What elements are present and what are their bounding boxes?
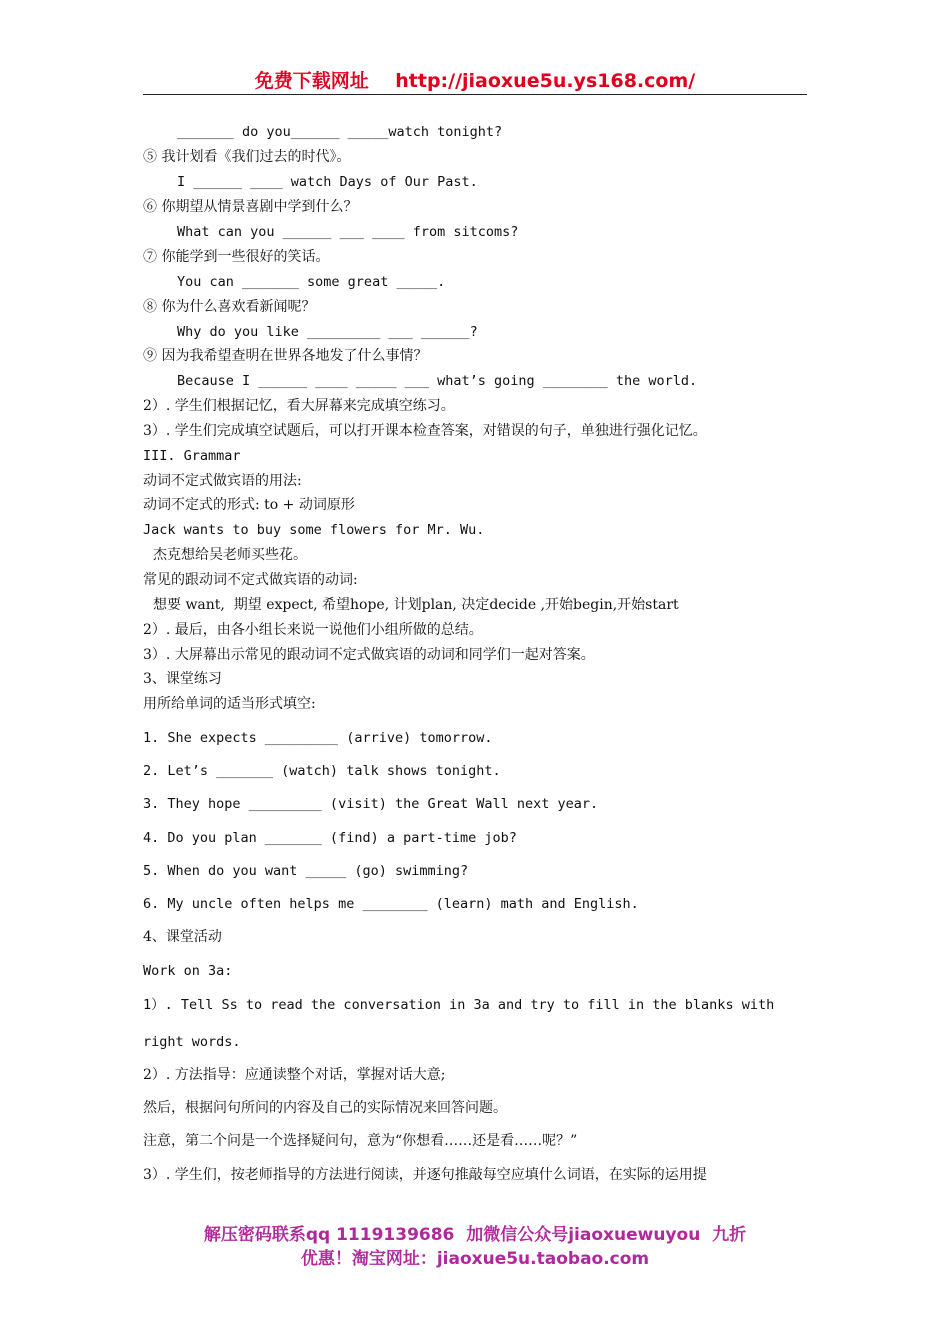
paragraph: 3）. 大屏幕出示常见的跟动词不定式做宾语的动词和同学们一起对答案。 bbox=[143, 647, 595, 663]
exercise-prompt: ⑦ 你能学到一些很好的笑话。 bbox=[143, 249, 330, 265]
practice-item: 5. When do you want _____ (go) swimming? bbox=[143, 863, 469, 879]
practice-item: 4. Do you plan _______ (find) a part-time job? bbox=[143, 830, 517, 846]
example-sentence: Jack wants to buy some flowers for Mr. Wu. bbox=[143, 522, 485, 538]
footer-shop-line: 优惠！淘宝网址：jiaoxue5u.taobao.com bbox=[300, 1249, 650, 1269]
paragraph: right words. bbox=[143, 1034, 241, 1050]
paragraph: 用所给单词的适当形式填空: bbox=[143, 696, 316, 712]
exercise-line: What can you ______ ___ ____ from sitcoms? bbox=[177, 224, 519, 240]
footer-contact-line: 解压密码联系qq 1119139686 加微信公众号jiaoxuewuyou 九折 bbox=[203, 1225, 747, 1245]
paragraph: 动词不定式的形式: to + 动词原形 bbox=[143, 497, 355, 513]
exercise-prompt: ⑧ 你为什么喜欢看新闻呢？ bbox=[143, 299, 316, 315]
paragraph: 常见的跟动词不定式做宾语的动词: bbox=[143, 572, 358, 588]
practice-item: 1. She expects _________ (arrive) tomorrow. bbox=[143, 730, 493, 746]
paragraph: 2）. 学生们根据记忆，看大屏幕来完成填空练习。 bbox=[143, 398, 455, 414]
exercise-line: _______ do you______ _____watch tonight? bbox=[177, 124, 503, 140]
exercise-line: Why do you like _________ ___ ______? bbox=[177, 324, 478, 340]
exercise-line: I ______ ____ watch Days of Our Past. bbox=[177, 174, 478, 190]
paragraph: 注意，第二个问是一个选择疑问句，意为“你想看……还是看……呢？” bbox=[143, 1133, 578, 1149]
exercise-prompt: ⑤ 我计划看《我们过去的时代》。 bbox=[143, 149, 351, 165]
paragraph: 2）. 最后，由各小组长来说一说他们小组所做的总结。 bbox=[143, 622, 483, 638]
practice-item: 2. Let’s _______ (watch) talk shows tonight. bbox=[143, 763, 501, 779]
section-heading: 3、课堂练习 bbox=[143, 671, 222, 687]
header-rule bbox=[143, 94, 807, 95]
verb-list: 想要 want, 期望 expect, 希望hope, 计划plan, 决定decide ,开始begin,开始start bbox=[153, 597, 679, 613]
paragraph: Work on 3a: bbox=[143, 963, 233, 979]
paragraph: 动词不定式做宾语的用法: bbox=[143, 473, 302, 489]
paragraph: 3）. 学生们完成填空试题后，可以打开课本检查答案，对错误的句子，单独进行强化记忆。 bbox=[143, 423, 707, 439]
exercise-prompt: ⑨ 因为我希望查明在世界各地发了什么事情？ bbox=[143, 348, 428, 364]
exercise-line: Because I ______ ____ _____ ___ what’s going ________ the world. bbox=[177, 373, 698, 389]
section-heading: III. Grammar bbox=[143, 448, 241, 464]
practice-item: 6. My uncle often helps me ________ (learn) math and English. bbox=[143, 896, 639, 912]
paragraph: 1）. Tell Ss to read the conversation in 3a and try to fill in the blanks with bbox=[143, 997, 775, 1013]
exercise-line: You can _______ some great _____. bbox=[177, 274, 446, 290]
paragraph: 3）. 学生们，按老师指导的方法进行阅读，并逐句推敲每空应填什么词语，在实际的运用提 bbox=[143, 1167, 707, 1183]
example-translation: 杰克想给吴老师买些花。 bbox=[153, 547, 307, 563]
paragraph: 2）. 方法指导：应通读整个对话，掌握对话大意; bbox=[143, 1067, 446, 1083]
paragraph: 然后，根据问句所问的内容及自己的实际情况来回答问题。 bbox=[143, 1100, 507, 1116]
section-heading: 4、课堂活动 bbox=[143, 929, 222, 945]
header-download-banner: 免费下载网址 http://jiaoxue5u.ys168.com/ bbox=[254, 70, 696, 92]
practice-item: 3. They hope _________ (visit) the Great Wall next year. bbox=[143, 796, 599, 812]
exercise-prompt: ⑥ 你期望从情景喜剧中学到什么？ bbox=[143, 199, 358, 215]
